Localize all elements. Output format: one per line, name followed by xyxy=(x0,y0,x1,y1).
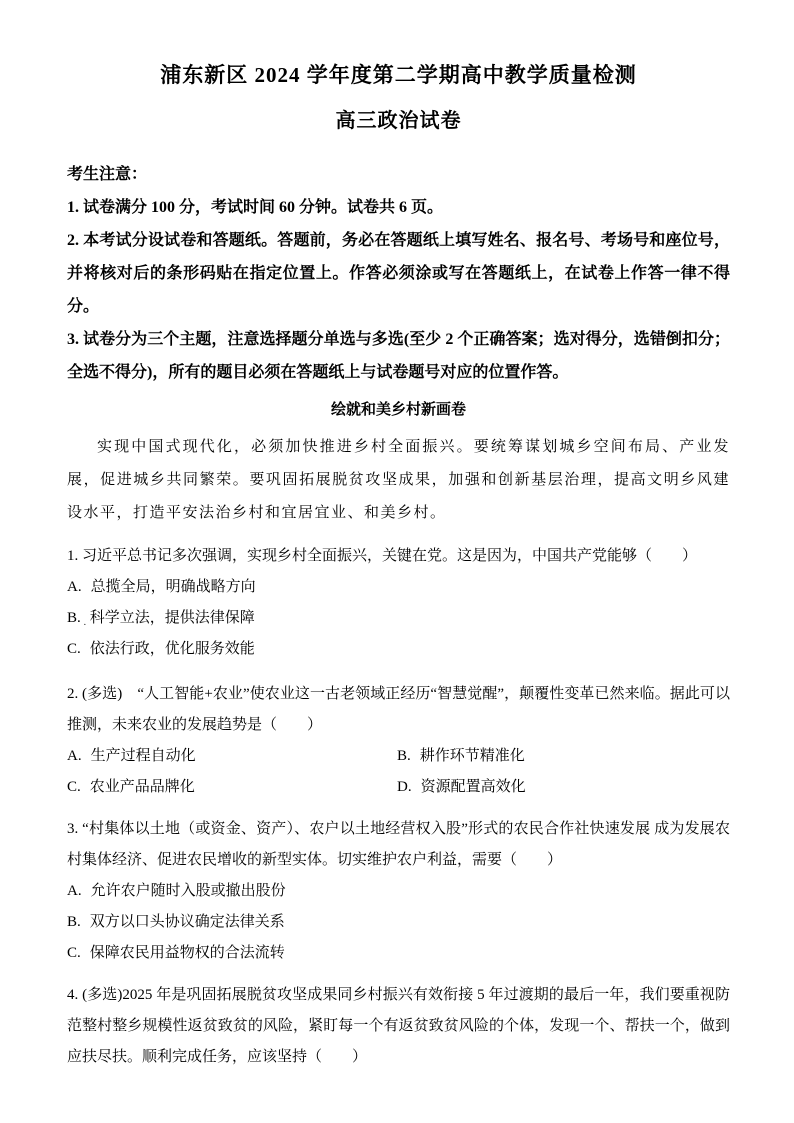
question-2 xyxy=(67,679,730,803)
page-title: 浦东新区 2024 学年度第二学期高中教学质量检测 xyxy=(160,63,637,87)
option-label: C. xyxy=(67,779,81,795)
question-2-options xyxy=(67,741,730,803)
section-intro: 实现中国式现代化，必须加快推进乡村全面振兴。要统筹谋划城乡空间布局、产业发展，促进城乡共同繁荣。要巩固拓展脱贫攻坚成果，加强和创新基层治理，提高文明乡风建设水平，打造平安法治乡村和宜居宜业、和美乡村。 xyxy=(67,439,730,521)
option-text: 农业产品品牌化 xyxy=(89,779,195,795)
option-label: C. xyxy=(67,945,81,961)
notice-item-3: 3. 试卷分为三个主题，注意选择题分单选与多选(至少 2 个正确答案；选对得分，选错倒扣分；全选不得分)，所有的题目必须在答题纸上与试卷题号对应的位置作答。 xyxy=(67,331,730,381)
option-text: 总揽全局，明确战略方向 xyxy=(90,579,256,595)
option-label: B. xyxy=(397,748,411,764)
question-1 xyxy=(67,541,730,665)
notice-item-1: 1. 试卷满分 100 分，考试时间 60 分钟。试卷共 6 页。 xyxy=(67,199,444,216)
option-text: 科学立法，提供法律保障 xyxy=(89,610,255,626)
option-row xyxy=(397,772,730,803)
option-text: 生产过程自动化 xyxy=(90,748,196,764)
option-text: 允许农户随时入股或撤出股份 xyxy=(90,883,286,899)
option-label: A. xyxy=(67,579,82,595)
section-heading: 绘就和美乡村新画卷 xyxy=(330,402,466,418)
question-1-options xyxy=(67,572,730,665)
option-row xyxy=(67,907,730,938)
option-label: B. xyxy=(67,610,81,626)
option-text: 资源配置高效化 xyxy=(420,779,526,795)
option-row xyxy=(67,634,730,665)
option-text: 双方以口头协议确定法律关系 xyxy=(89,914,285,930)
question-4 xyxy=(67,980,730,1073)
option-label: A. xyxy=(67,883,82,899)
option-label: B. xyxy=(67,914,81,930)
question-1-stem: 1. 习近平总书记多次强调，实现乡村全面振兴，关键在党。这是因为，中国共产党能够（ ） xyxy=(67,548,698,564)
candidate-notice xyxy=(67,158,730,389)
question-3 xyxy=(67,814,730,969)
question-4-stem: 4. (多选)2025 年是巩固拓展脱贫攻坚成果同乡村振兴有效衔接 5 年过渡期的最后一年，我们要重视防范整村整乡规模性返贫致贫的风险，紧盯每一个有返贫致贫风险的个体，发现一个、帮扶一个，做到应扶尽扶。顺利完成任务，应该坚持（ ） xyxy=(67,987,730,1065)
option-text: 保障农民用益物权的合法流转 xyxy=(89,945,285,961)
option-row xyxy=(67,876,730,907)
option-label: A. xyxy=(67,748,82,764)
notice-item-2: 2. 本考试分设试卷和答题纸。答题前，务必在答题纸上填写姓名、报名号、考场号和座位号，并将核对后的条形码贴在指定位置上。作答必须涂或写在答题纸上，在试卷上作答一律不得分。 xyxy=(67,232,730,315)
question-3-stem: 3. “村集体以土地（或资金、资产）、农户以土地经营权入股”形式的农民合作社快速发展 成为发展农村集体经济、促进农民增收的新型实体。切实维护农户利益，需要（ ） xyxy=(67,821,730,868)
option-row xyxy=(397,741,730,772)
question-3-options xyxy=(67,876,730,969)
option-row xyxy=(67,772,397,803)
option-row xyxy=(67,741,397,772)
option-label: C. xyxy=(67,641,81,657)
option-row xyxy=(67,572,730,603)
page-subtitle: 高三政治试卷 xyxy=(335,110,462,132)
stray-mark: · xyxy=(83,619,87,631)
option-text: 依法行政，优化服务效能 xyxy=(89,641,255,657)
notice-heading: 考生注意： xyxy=(67,166,148,183)
option-row xyxy=(67,603,730,634)
option-row xyxy=(67,938,730,969)
option-label: D. xyxy=(397,779,412,795)
option-text: 耕作环节精准化 xyxy=(419,748,525,764)
question-2-stem: 2. (多选) “人工智能+农业”使农业这一古老领域正经历“智慧觉醒”，颠覆性变革已然来临。据此可以推测，未来农业的发展趋势是（ ） xyxy=(67,686,730,733)
